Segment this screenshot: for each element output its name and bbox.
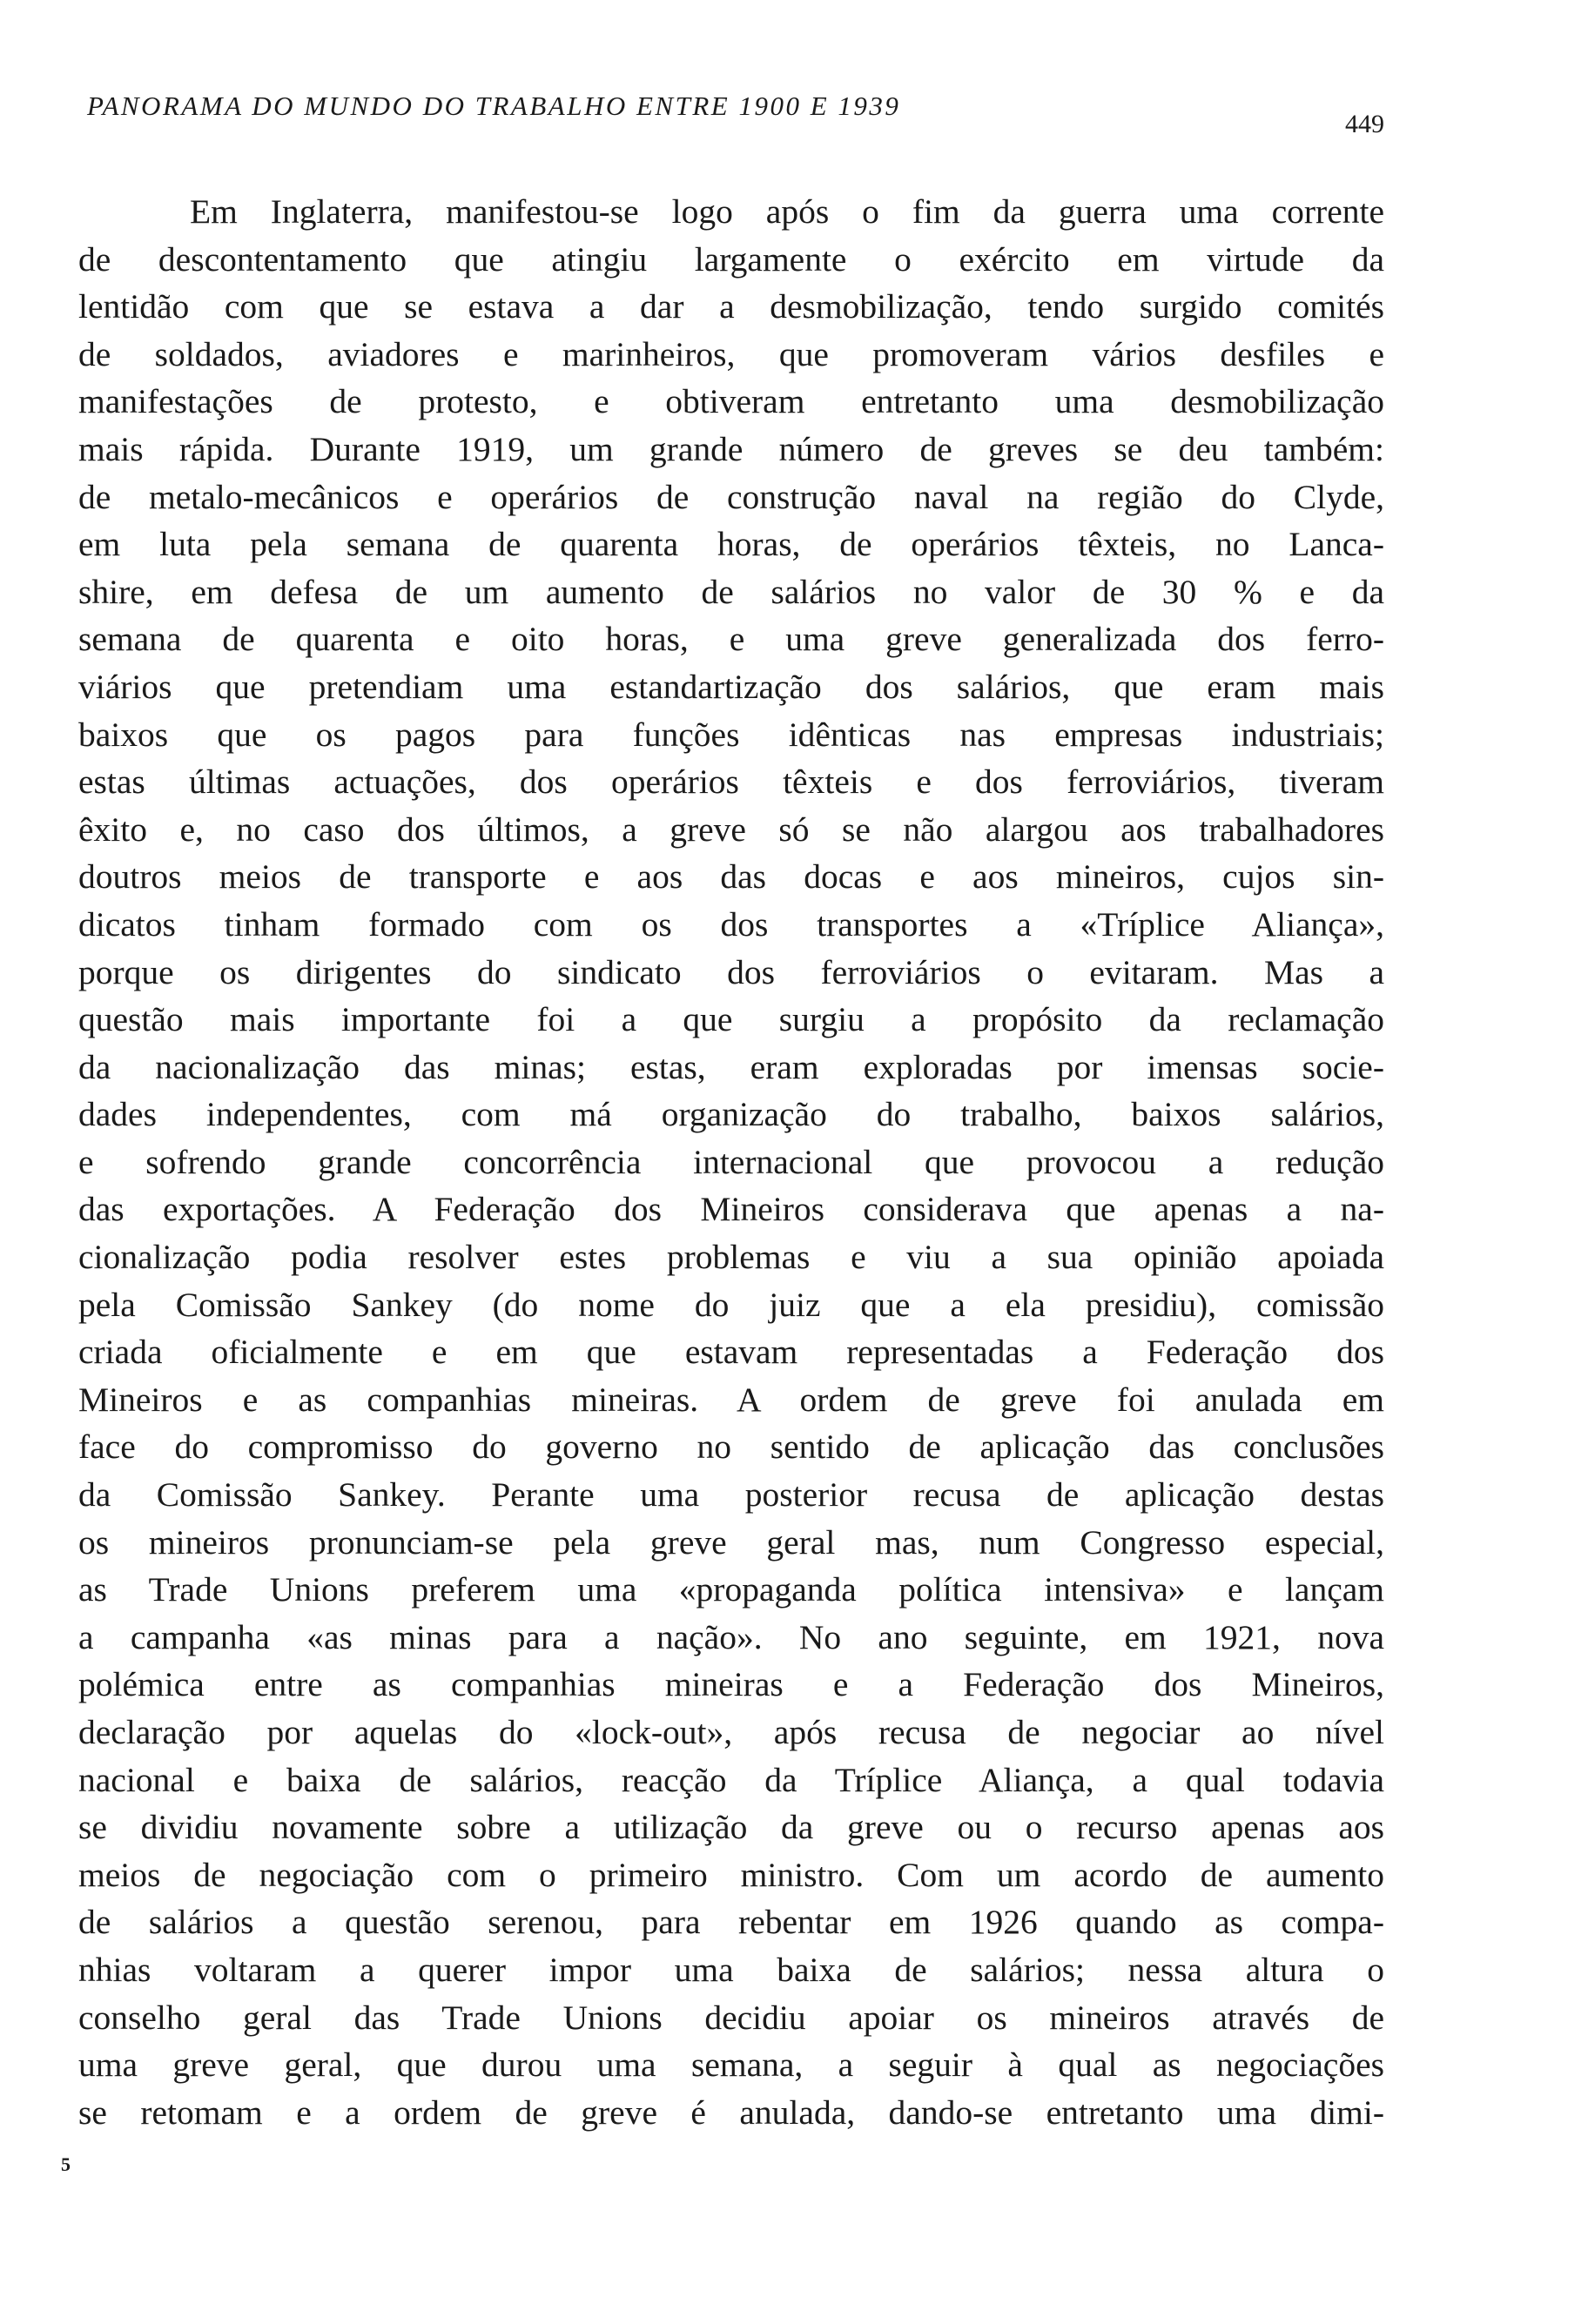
text-line: de salários a questão serenou, para rebentar em 1926 quando as compa- [78, 1903, 1384, 1942]
text-line: declaração por aquelas do «lock-out», após recusa de negociar ao nível [78, 1713, 1384, 1751]
text-line: manifestações de protesto, e obtiveram entretanto uma desmobilização [78, 382, 1384, 421]
text-line: cionalização podia resolver estes problemas e viu a sua opinião apoiada [78, 1238, 1384, 1277]
text-line: porque os dirigentes do sindicato dos ferroviários o evitaram. Mas a [78, 952, 1384, 991]
text-line: dicatos tinham formado com os dos transportes a «Tríplice Aliança», [78, 904, 1384, 944]
text-line: pela Comissão Sankey (do nome do juiz que a ela presidiu), comissão [78, 1285, 1384, 1324]
text-line: shire, em defesa de um aumento de salários no valor de 30 % e da [78, 572, 1384, 611]
body-paragraph [78, 188, 1384, 2136]
text-line: nacional e baixa de salários, reacção da Tríplice Aliança, a qual todavia [78, 1760, 1384, 1799]
text-line: Mineiros e as companhias mineiras. A ordem de greve foi anulada em [78, 1380, 1384, 1419]
text-line: conselho geral das Trade Unions decidiu apoiar os mineiros através de [78, 1998, 1384, 2037]
text-line: semana de quarenta e oito horas, e uma greve generalizada dos ferro- [78, 620, 1384, 659]
text-line: as Trade Unions preferem uma «propaganda política intensiva» e lançam [78, 1570, 1384, 1609]
text-line: se retomam e a ordem de greve é anulada, dando-se entretanto uma dimi- [78, 2092, 1384, 2132]
running-title: PANORAMA DO MUNDO DO TRABALHO ENTRE 1900 E 1939 [87, 91, 901, 121]
text-line: das exportações. A Federação dos Mineiros considerava que apenas a na- [78, 1190, 1384, 1229]
text-line: meios de negociação com o primeiro ministro. Com um acordo de aumento [78, 1855, 1384, 1894]
text-line: de soldados, aviadores e marinheiros, que promoveram vários desfiles e [78, 334, 1384, 373]
text-line: e sofrendo grande concorrência internacional que provocou a redução [78, 1142, 1384, 1181]
text-line: Em Inglaterra, manifestou-se logo após o fim da guerra uma corrente [190, 192, 1384, 231]
text-line: mais rápida. Durante 1919, um grande número de greves se deu também: [78, 429, 1384, 468]
text-line: de descontentamento que atingiu largamente o exército em virtude da [78, 239, 1384, 279]
signature-mark: 5 [61, 2153, 71, 2175]
text-line: dades independentes, com má organização do trabalho, baixos salários, [78, 1095, 1384, 1134]
text-line: em luta pela semana de quarenta horas, de operários têxteis, no Lanca- [78, 525, 1384, 564]
text-line: êxito e, no caso dos últimos, a greve só se não alargou aos trabalhadores [78, 809, 1384, 849]
page-number: 449 [1345, 110, 1384, 138]
text-line: baixos que os pagos para funções idênticas nas empresas industriais; [78, 715, 1384, 754]
text-line: viários que pretendiam uma estandartização dos salários, que eram mais [78, 667, 1384, 706]
text-line: da nacionalização das minas; estas, eram exploradas por imensas socie- [78, 1047, 1384, 1086]
text-line: uma greve geral, que durou uma semana, a seguir à qual as negociações [78, 2045, 1384, 2085]
text-line: estas últimas actuações, dos operários têxteis e dos ferroviários, tiveram [78, 762, 1384, 802]
text-line: nhias voltaram a querer impor uma baixa de salários; nessa altura o [78, 1950, 1384, 1989]
text-line: polémica entre as companhias mineiras e a Federação dos Mineiros, [78, 1665, 1384, 1704]
text-line: os mineiros pronunciam-se pela greve geral mas, num Congresso especial, [78, 1522, 1384, 1562]
text-line: a campanha «as minas para a nação». No ano seguinte, em 1921, nova [78, 1617, 1384, 1656]
text-line: doutros meios de transporte e aos das docas e aos mineiros, cujos sin- [78, 857, 1384, 897]
text-line: questão mais importante foi a que surgiu a propósito da reclamação [78, 1000, 1384, 1039]
text-line: face do compromisso do governo no sentido de aplicação das conclusões [78, 1427, 1384, 1467]
text-line: da Comissão Sankey. Perante uma posterior recusa de aplicação destas [78, 1475, 1384, 1515]
text-line: se dividiu novamente sobre a utilização da greve ou o recurso apenas aos [78, 1808, 1384, 1847]
text-line: de metalo-mecânicos e operários de construção naval na região do Clyde, [78, 477, 1384, 516]
text-line: lentidão com que se estava a dar a desmobilização, tendo surgido comités [78, 287, 1384, 326]
text-line: criada oficialmente e em que estavam representadas a Federação dos [78, 1333, 1384, 1372]
